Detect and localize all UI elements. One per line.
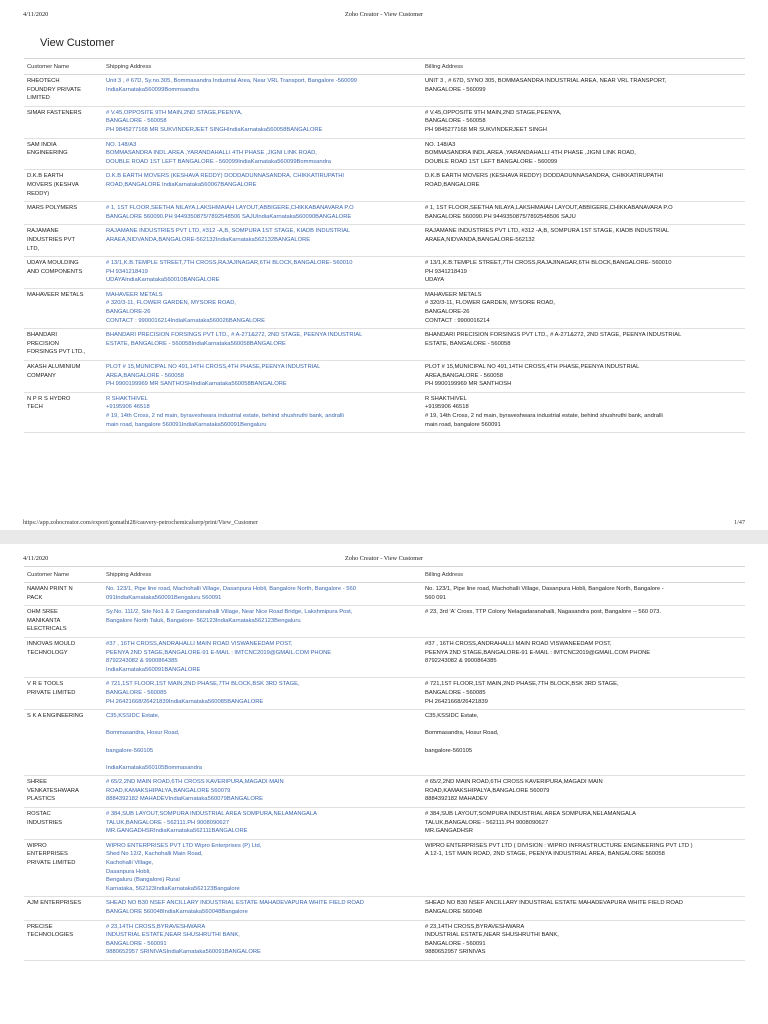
address-line: SHEAD NO B30 NSEF ANCILLARY INDUSTRIAL ESTATE MAHADEVAPURA WHITE FIELD ROAD	[106, 900, 364, 907]
address-line	[425, 738, 742, 747]
address-line: MAHAVEER METALS	[27, 291, 84, 298]
address-line: C35,KSSIDC Estate,	[106, 713, 160, 720]
print-url: https://app.zohocreator.com/export/gomathi28/cauvery-petrochemicalserp/print/View_Customer	[23, 520, 258, 526]
shipping-address-cell	[103, 637, 422, 677]
address-line: BOMMASANDRA INDL.AREA ,YARANDAHALLI 4TH PHASE ,JIGNI LINK ROAD,	[425, 150, 636, 157]
address-line: Karnataka, 562123IndiaKarnataka562123Bangalore	[106, 885, 240, 892]
address-line: MR.GANGADHSRIndiaKarnataka562111BANGALORE	[106, 828, 248, 835]
customer-name-cell	[24, 776, 103, 808]
table-header-row	[24, 59, 745, 75]
address-line: # 13/1,K.B.TEMPLE STREET,7TH CROSS,RAJAJINAGAR,6TH BLOCK,BANGALORE- 560010	[106, 260, 353, 267]
address-line: UDAYAIndiaKarnataka560010BANGALORE	[106, 277, 220, 284]
billing-address-cell	[422, 202, 745, 225]
address-line: WIPRO ENTERPRISES PVT LTD ( DIVISION : WIPRO INFRASTRUCTURE ENGINEERING PVT LTD )	[425, 842, 693, 849]
print-date: 4/11/2020	[23, 555, 49, 562]
address-line: D.K.B EARTH MOVERS (KESHAVA REDDY) DODDADUNNASANDRA, CHIKKATIRUPATHI	[425, 173, 664, 180]
table-row	[24, 106, 745, 138]
address-line	[425, 721, 742, 730]
address-line: D.K.B EARTH	[27, 173, 64, 180]
billing-address-cell	[422, 288, 745, 328]
column-header-shipping: Shipping Address	[103, 567, 422, 583]
address-line: AKASH ALUMINIUM	[27, 364, 81, 371]
address-line: PLOT # 15,MUNICIPAL NO 491,14TH CROSS,4TH PHASE,PEENYA INDUSTRIAL	[425, 364, 640, 371]
address-line: PH 9341218419	[425, 268, 467, 275]
address-line: TECHNOLOGIES	[27, 932, 74, 939]
address-line: ESTATE, BANGALORE - 560058	[425, 340, 511, 347]
address-line: ROAD,BANGALORE IndiaKarnataka560067BANGALORE	[106, 181, 257, 188]
address-line: D.K.B EARTH MOVERS (KESHAVA REDDY) DODDADUNNASANDRA, CHIKKATIRUPATHI	[106, 173, 345, 180]
customer-name-cell	[24, 138, 103, 170]
shipping-address-cell	[103, 897, 422, 920]
address-line: INNOVAS MOULD	[27, 640, 76, 647]
address-line: VENKATESHWARA	[27, 787, 79, 794]
address-line: # 721,1ST FLOOR,1ST MAIN,2ND PHASE,7TH BLOCK,BSK 3RD STAGE,	[106, 681, 300, 688]
address-line: # 320/3-11, FLOWER GARDEN, MYSORE ROAD,	[106, 300, 237, 307]
shipping-address-cell	[103, 138, 422, 170]
customer-name-cell	[24, 288, 103, 328]
billing-address-cell	[422, 75, 745, 107]
view-title: View Customer	[40, 37, 115, 49]
table-row	[24, 329, 745, 361]
billing-address-cell	[422, 583, 745, 606]
customer-name-cell	[24, 106, 103, 138]
address-line: BANGALORE 560090.PH 9449350875/7892548506 SAJU	[425, 213, 576, 220]
address-line: DOUBLE ROAD 1ST LEFT BANGALORE - 560099	[425, 158, 558, 165]
address-line: # 1, 1ST FLOOR,SEETHA NILAYA,LAKSHMAIAH LAYOUT,ABBIGERE,CHIKKABANAVARA P.O	[425, 205, 673, 212]
address-line: N P R S HYDRO	[27, 395, 71, 402]
table-row	[24, 920, 745, 960]
address-line: Sy.No. 111/2, Site No1 & 2 Gangondanahalli Village, Near Nice Road Bridge, Lakshmipura Post,	[106, 609, 353, 616]
address-line: PRECISION	[27, 340, 59, 347]
customer-name-cell	[24, 329, 103, 361]
address-line: MOVERS (KESHVA	[27, 181, 79, 188]
address-line: BANGALORE 560048IndiaKarnataka560048Bangalore	[106, 909, 248, 915]
address-line: PH 9900199969 MR SANTHOSHIndiaKarnataka560058BANGALORE	[106, 381, 287, 388]
table-row	[24, 392, 745, 432]
address-line: # 23, 3rd 'A' Cross, TTP Colony Nelagadaranahalli, Nagasandra post, Bangalore -- 560 073.	[425, 609, 661, 616]
table-row	[24, 808, 745, 840]
customer-name-cell	[24, 897, 103, 920]
address-line: TECH	[27, 404, 43, 411]
address-line: INDUSTRIAL ESTATE,NEAR SHUSHRUTHI BANK,	[106, 932, 240, 939]
customer-table	[24, 58, 745, 433]
address-line: ROAD,KAMAKSHIPALYA,BANGALORE 560079	[425, 787, 550, 794]
shipping-address-cell	[103, 678, 422, 710]
address-line: BANGALORE-26	[425, 309, 470, 316]
print-header	[0, 11, 768, 23]
shipping-address-cell	[103, 920, 422, 960]
address-line: 8884392182 MAHADEVIndiaKarnataka560079BANGALORE	[106, 796, 263, 803]
address-line: BHANDARI PRECISION FORSINGS PVT LTD., # A-271&272, 2ND STAGE, PEENYA INDUSTRIAL	[425, 332, 682, 339]
table-row	[24, 606, 745, 638]
table-row	[24, 678, 745, 710]
address-line: C35,KSSIDC Estate,	[425, 713, 479, 720]
address-line: PH 9845277168 MR SUKVINDERJEET SINGH	[425, 126, 547, 133]
address-line: ENTERPRISES	[27, 851, 68, 858]
address-line: BANGALORE - 560085	[106, 689, 167, 696]
address-line: # 19, 14th Cross, 2 nd main, byraveshwara industrial estate, behind shushruthi bank, andralli	[106, 413, 344, 419]
print-title: Zoho Creator - View Customer	[344, 555, 424, 562]
billing-address-cell	[422, 920, 745, 960]
shipping-address-cell	[103, 329, 422, 361]
print-date: 4/11/2020	[23, 11, 49, 18]
address-line: PRIVATE LIMITED	[27, 689, 76, 696]
address-line: # V.45,OPPOSITE 9TH MAIN,2ND STAGE,PEENYA,	[425, 109, 562, 116]
address-line: ROAD,BANGALORE	[425, 181, 480, 188]
address-line: MAHAVEER METALS	[425, 291, 482, 298]
customer-name-cell	[24, 920, 103, 960]
address-line: BOMMASANDRA INDL.AREA ,YARANDAHALLI 4TH PHASE ,JIGNI LINK ROAD,	[106, 150, 317, 157]
address-line: Bengaluru (Bangalore) Rural	[106, 877, 180, 884]
address-line	[106, 721, 419, 730]
address-line: PH 26421668/26421839	[425, 698, 488, 705]
table-row	[24, 257, 745, 289]
address-line: LIMITED	[27, 95, 50, 102]
billing-address-cell	[422, 897, 745, 920]
address-line: NAMAN PRINT N	[27, 586, 73, 592]
address-line: SIMAR FASTENERS	[27, 109, 82, 116]
table-row	[24, 583, 745, 606]
address-line: RAJAMANE INDUSTRIES PVT LTD, #312 -A,B, SOMPURA 1ST STAGE, KIADB INDUSTRIAL	[106, 228, 351, 235]
address-line: BHANDARI PRECISION FORSINGS PVT LTD., # A-271&272, 2ND STAGE, PEENYA INDUSTRIAL	[106, 332, 363, 339]
address-line: +9195906 46518	[425, 404, 469, 411]
address-line: MARS POLYMERS	[27, 205, 78, 212]
shipping-address-cell	[103, 257, 422, 289]
customer-table	[24, 566, 745, 961]
table-row	[24, 897, 745, 920]
address-line: 9880652957 SRINIVASIndiaKarnataka560091BANGALORE	[106, 949, 261, 956]
table-row	[24, 361, 745, 393]
address-line: PH 9341218419	[106, 268, 148, 275]
billing-address-cell	[422, 257, 745, 289]
address-line: BANGALORE - 560091	[106, 940, 167, 947]
address-line: INDUSTRIAL ESTATE,NEAR SHUSHRUTHI BANK,	[425, 932, 559, 939]
address-line: RHEOTECH	[27, 78, 60, 84]
shipping-address-cell	[103, 392, 422, 432]
address-line: BANGALORE - 560058	[425, 118, 486, 125]
address-line: No. 123/1, Pipe line road, Machohalli Village, Dasanpura Hobli, Bangalore North, Bangalore -	[425, 586, 664, 592]
address-line: AND COMPONENTS	[27, 268, 83, 275]
customer-name-cell	[24, 606, 103, 638]
table-row	[24, 225, 745, 257]
address-line	[106, 755, 419, 764]
address-line: DOUBLE ROAD 1ST LEFT BANGALORE - 560099IndiaKarnataka560099Bommsandra	[106, 158, 332, 165]
billing-address-cell	[422, 329, 745, 361]
address-line: 9880652957 SRINIVAS	[425, 949, 486, 956]
address-line: ELECTRICALS	[27, 626, 67, 633]
table-row	[24, 839, 745, 897]
address-line: ENGINEERING	[27, 150, 68, 157]
shipping-address-cell	[103, 202, 422, 225]
address-line: SAM INDIA	[27, 141, 57, 148]
address-line: CONTACT : 9900016214IndiaKarnataka560026BANGALORE	[106, 317, 265, 324]
billing-address-cell	[422, 606, 745, 638]
address-line: 8792243082 & 9900864385	[425, 658, 497, 665]
address-line: # 320/3-11, FLOWER GARDEN, MYSORE ROAD,	[425, 300, 556, 307]
billing-address-cell	[422, 225, 745, 257]
address-line: Dasanpura Hobli,	[106, 868, 151, 875]
address-line: Bommasandra, Hosur Road,	[106, 730, 180, 737]
address-line: PEENYA 2ND STAGE,BANGALORE-91 E-MAIL : IMTCNC2019@GMAIL.COM PHONE	[425, 649, 651, 656]
billing-address-cell	[422, 392, 745, 432]
address-line: CONTACT : 9900016214	[425, 317, 490, 324]
address-line: COMPANY	[27, 372, 56, 379]
table-row	[24, 637, 745, 677]
address-line: OHM SREE	[27, 609, 58, 616]
table-row	[24, 710, 745, 776]
address-line: S K A ENGINEERING	[27, 713, 84, 720]
address-line: # V.45,OPPOSITE 9TH MAIN,2ND STAGE,PEENYA,	[106, 109, 243, 116]
customer-name-cell	[24, 392, 103, 432]
address-line: SHREE	[27, 779, 47, 786]
column-header-billing: Billing Address	[422, 567, 745, 583]
address-line: Bangalore North Taluk, Bangalore- 562123IndiaKarnataka562123Bengaluru	[106, 617, 301, 624]
address-line: No. 123/1, Pipe line road, Machohalli Village, Dasanpura Hobli, Bangalore North, Bangalore - 560	[106, 586, 356, 592]
address-line: SHEAD NO B30 NSEF ANCILLARY INDUSTRIAL ESTATE MAHADEVAPURA WHITE FIELD ROAD	[425, 900, 683, 907]
address-line: LTD,	[27, 245, 40, 252]
address-line: UDAYA MOULDING	[27, 260, 79, 267]
address-line: ARAEA,NIDVANDA,BANGALORE-562132IndiaKarnataka562132BANGALORE	[106, 236, 311, 243]
table-row	[24, 75, 745, 107]
table-header-row	[24, 567, 745, 583]
address-line: WIPRO	[27, 842, 47, 849]
table-row	[24, 138, 745, 170]
address-line: # 65/2,2ND MAIN ROAD,6TH CROSS KAVERIPURA,MAGADI MAIN	[425, 779, 603, 786]
shipping-address-cell	[103, 606, 422, 638]
address-line: ESTATE, BANGALORE - 560058IndiaKarnataka560058BANGALORE	[106, 340, 286, 347]
table-body	[24, 75, 745, 433]
address-line: 560 091	[425, 594, 446, 601]
table-row	[24, 202, 745, 225]
table-row	[24, 776, 745, 808]
address-line: IndiaKarnataka560091BANGALORE	[106, 666, 201, 673]
address-line: FORSINGS PVT LTD.,	[27, 349, 86, 356]
address-line: main road, bangalore 560091	[425, 421, 501, 428]
address-line: TALUK,BANGALORE - 562111.PH 9008090627	[106, 819, 230, 826]
address-line: BANGALORE 560090.PH 9449350875/7892548506 SAJUIndiaKarnataka560090BANGALORE	[106, 213, 352, 220]
address-line: PH 9900199969 MR SANTHOSH	[425, 381, 512, 388]
customer-name-cell	[24, 75, 103, 107]
address-line: # 721,1ST FLOOR,1ST MAIN,2ND PHASE,7TH BLOCK,BSK 3RD STAGE,	[425, 681, 619, 688]
address-line: BANGALORE - 560091	[425, 940, 486, 947]
address-line: BANGALORE - 560085	[425, 689, 486, 696]
shipping-address-cell	[103, 839, 422, 897]
address-line: 8792243082 & 9900864385	[106, 658, 178, 665]
print-page-2	[0, 544, 768, 1024]
address-line: IndiaKarnataka560105Bommasandra	[106, 764, 203, 771]
shipping-address-cell	[103, 361, 422, 393]
address-line: Kachohalli Village,	[106, 860, 154, 867]
customer-name-cell	[24, 637, 103, 677]
billing-address-cell	[422, 106, 745, 138]
address-line: # 65/2,2ND MAIN ROAD,6TH CROSS KAVERIPURA,MAGADI MAIN	[106, 779, 284, 786]
page-gap	[0, 530, 768, 544]
address-line: main road, bangalore 560091IndiaKarnataka560091Bengaluru	[106, 421, 267, 428]
address-line: bangalore-560105	[106, 747, 154, 754]
address-line: PLASTICS	[27, 796, 56, 803]
address-line: INDUSTRIES	[27, 819, 63, 826]
address-line: # 1, 1ST FLOOR,SEETHA NILAYA,LAKSHMAIAH LAYOUT,ABBIGERE,CHIKKABANAVARA P.O	[106, 205, 354, 212]
billing-address-cell	[422, 808, 745, 840]
address-line: R SHAKTHIVEL	[425, 395, 467, 402]
address-line: ARAEA,NIDVANDA,BANGALORE-562132	[425, 236, 535, 243]
shipping-address-cell	[103, 710, 422, 776]
address-line: RAJAMANE	[27, 228, 59, 235]
shipping-address-cell	[103, 225, 422, 257]
address-line: AJM ENTERPRISES	[27, 900, 82, 907]
address-line: bangalore-560105	[425, 747, 473, 754]
print-title: Zoho Creator - View Customer	[344, 11, 424, 18]
table-body	[24, 583, 745, 961]
address-line: #37 , 16TH CROSS,ANDRAHALLI MAIN ROAD VISWANEEDAM POST,	[425, 640, 612, 647]
address-line: AREA,BANGALORE - 560058	[425, 372, 503, 379]
billing-address-cell	[422, 776, 745, 808]
address-line: # 13/1,K.B.TEMPLE STREET,7TH CROSS,RAJAJINAGAR,6TH BLOCK,BANGALORE- 560010	[425, 260, 672, 267]
address-line: ROSTAC	[27, 811, 51, 818]
customer-name-cell	[24, 808, 103, 840]
address-line	[106, 738, 419, 747]
address-line: PLOT # 15,MUNICIPAL NO 491,14TH CROSS,4TH PHASE,PEENYA INDUSTRIAL	[106, 364, 321, 371]
column-header-name: Customer Name	[24, 567, 103, 583]
address-line: V R E TOOLS	[27, 681, 64, 688]
customer-name-cell	[24, 710, 103, 776]
customer-name-cell	[24, 170, 103, 202]
address-line: # 384,SUB LAYOUT,SOMPURA INDUSTRIAL AREA SOMPURA,NELAMANGALA	[106, 811, 318, 818]
address-line: NO. 148/A3	[106, 141, 137, 148]
address-line: WIPRO ENTERPRISES PVT LTD Wipro Enterprises (P) Ltd,	[106, 842, 262, 849]
address-line: # 23,14TH CROSS,BYRAVESHWARA	[106, 923, 206, 930]
address-line: 091IndiaKarnataka560091Bengaluru 560091	[106, 594, 222, 601]
address-line: NO. 148/A3	[425, 141, 456, 148]
address-line: # 23,14TH CROSS,BYRAVESHWARA	[425, 923, 525, 930]
customer-name-cell	[24, 678, 103, 710]
billing-address-cell	[422, 678, 745, 710]
address-line: BANGALORE 560048	[425, 909, 483, 915]
address-line: #37 , 16TH CROSS,ANDRAHALLI MAIN ROAD VISWANEEDAM POST,	[106, 640, 293, 647]
address-line: INDUSTRIES PVT	[27, 236, 75, 243]
table-row	[24, 288, 745, 328]
address-line: FOUNDRY PRIVATE	[27, 86, 82, 93]
address-line: Bommasandra, Hosur Road,	[425, 730, 499, 737]
address-line: A 12-1, 1ST MAIN ROAD, 2ND STAGE, PEENYA INDUSTRIAL AREA, BANGALORE 560058	[425, 851, 665, 858]
shipping-address-cell	[103, 808, 422, 840]
address-line: AREA,BANGALORE - 560058	[106, 372, 184, 379]
shipping-address-cell	[103, 288, 422, 328]
address-line: IndiaKarnataka560099Bommsandra	[106, 86, 199, 93]
address-line: R SHAKTHIVEL	[106, 395, 148, 402]
billing-address-cell	[422, 361, 745, 393]
address-line: UDAYA	[425, 277, 445, 284]
customer-name-cell	[24, 583, 103, 606]
shipping-address-cell	[103, 776, 422, 808]
address-line: PH 26421668/26421839IndiaKarnataka560085BANGALORE	[106, 698, 264, 705]
address-line: BANGALORE-26	[106, 309, 151, 316]
shipping-address-cell	[103, 170, 422, 202]
billing-address-cell	[422, 138, 745, 170]
address-line: UNIT 3 , # 67D, SYNO 305, BOMMASANDRA INDUSTRIAL AREA, NEAR VRL TRANSPORT,	[425, 78, 667, 84]
address-line: PRIVATE LIMITED	[27, 860, 76, 867]
address-line: TECHNOLOGY	[27, 649, 68, 656]
address-line: Unit 3 , # 67D, Sy.no.305, Bommasandra Industrial Area, Near VRL Transport, Bangalore -560099	[106, 78, 358, 84]
address-line: +9195906 46518	[106, 404, 150, 411]
address-line: PH 9845277168 MR SUKVINDERJEET SINGHIndiaKarnataka560058BANGALORE	[106, 126, 323, 133]
shipping-address-cell	[103, 583, 422, 606]
address-line: PACK	[27, 594, 43, 601]
shipping-address-cell	[103, 75, 422, 107]
address-line: # 19, 14th Cross, 2 nd main, byraveshwara industrial estate, behind shushruthi bank, andralli	[425, 413, 663, 419]
address-line: 8884392182 MAHADEV	[425, 796, 488, 803]
address-line: TALUK,BANGALORE - 562111.PH 9008090627	[425, 819, 549, 826]
billing-address-cell	[422, 710, 745, 776]
column-header-name: Customer Name	[24, 59, 103, 75]
shipping-address-cell	[103, 106, 422, 138]
table-row	[24, 170, 745, 202]
column-header-billing: Billing Address	[422, 59, 745, 75]
billing-address-cell	[422, 170, 745, 202]
address-line: # 384,SUB LAYOUT,SOMPURA INDUSTRIAL AREA SOMPURA,NELAMANGALA	[425, 811, 637, 818]
customer-name-cell	[24, 202, 103, 225]
customer-name-cell	[24, 225, 103, 257]
address-line: REDDY)	[27, 190, 50, 197]
billing-address-cell	[422, 839, 745, 897]
customer-name-cell	[24, 839, 103, 897]
address-line: PRECISE	[27, 923, 53, 930]
address-line: Shed No 12/2, Kachohalli Main Road,	[106, 851, 203, 858]
address-line: ROAD,KAMAKSHIPALYA,BANGALORE 560079	[106, 787, 231, 794]
address-line: BHANDARI	[27, 332, 57, 339]
address-line: RAJAMANE INDUSTRIES PVT LTD, #312 -A,B, SOMPURA 1ST STAGE, KIADB INDUSTRIAL	[425, 228, 670, 235]
address-line: PEENYA 2ND STAGE,BANGALORE-91 E-MAIL : IMTCNC2019@GMAIL.COM PHONE	[106, 649, 332, 656]
address-line: BANGALORE - 560099	[425, 86, 486, 93]
customer-name-cell	[24, 257, 103, 289]
address-line: BANGALORE - 560058	[106, 118, 167, 125]
column-header-shipping: Shipping Address	[103, 59, 422, 75]
address-line: MANIKANTA	[27, 617, 61, 624]
billing-address-cell	[422, 637, 745, 677]
address-line: MAHAVEER METALS	[106, 291, 163, 298]
address-line: MR.GANGADHSR	[425, 828, 473, 835]
page-number: 1/47	[734, 520, 745, 526]
customer-name-cell	[24, 361, 103, 393]
